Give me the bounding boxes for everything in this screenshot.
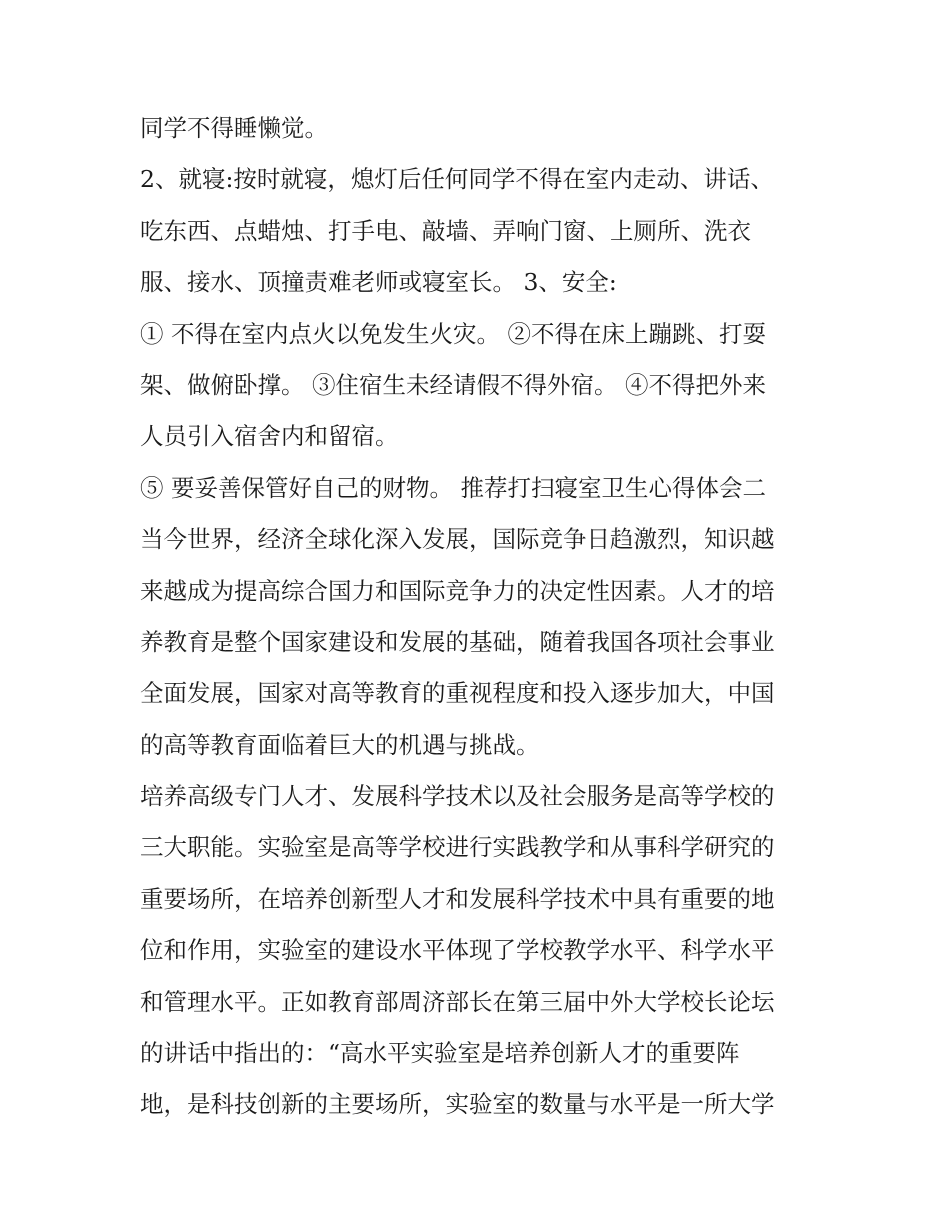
text-line: 和管理水平。正如教育部周济部长在第三届中外大学校长论坛 bbox=[140, 987, 775, 1016]
text-line: 全面发展，国家对高等教育的重视程度和投入逐步加大，中国 bbox=[140, 679, 775, 708]
text-line: 服、接水、顶撞责难老师或寝室长。 3、安全: bbox=[140, 268, 617, 297]
text-line: 培养高级专门人才、发展科学技术以及社会服务是高等学校的 bbox=[140, 782, 775, 811]
text-line: 人员引入宿舍内和留宿。 bbox=[140, 422, 399, 451]
text-line: 养教育是整个国家建设和发展的基础，随着我国各项社会事业 bbox=[140, 627, 775, 656]
text-line: 的讲话中指出的：“高水平实验室是培养创新人才的重要阵 bbox=[140, 1039, 740, 1068]
text-line: 来越成为提高综合国力和国际竞争力的决定性因素。人才的培 bbox=[140, 576, 775, 605]
text-line: 位和作用，实验室的建设水平体现了学校教学水平、科学水平 bbox=[140, 936, 775, 965]
text-line: ① 不得在室内点火以免发生火灾。 ②不得在床上蹦跳、打耍 bbox=[140, 319, 766, 348]
text-line: 重要场所，在培养创新型人才和发展科学技术中具有重要的地 bbox=[140, 884, 775, 913]
text-line: 同学不得睡懒觉。 bbox=[140, 114, 328, 142]
text-line: 的高等教育面临着巨大的机遇与挑战。 bbox=[140, 730, 540, 759]
text-line: 当今世界，经济全球化深入发展，国际竞争日趋激烈，知识越 bbox=[140, 525, 775, 554]
text-line: 架、做俯卧撑。 ③住宿生未经请假不得外宿。 ④不得把外来 bbox=[140, 370, 766, 399]
text-line: 三大职能。实验室是高等学校进行实践教学和从事科学研究的 bbox=[140, 833, 775, 862]
text-line: 吃东西、点蜡烛、打手电、敲墙、弄响门窗、上厕所、洗衣 bbox=[140, 216, 751, 245]
text-line: 2、就寝:按时就寝，熄灯后任何同学不得在室内走动、讲话、 bbox=[140, 165, 774, 194]
text-line: ⑤ 要妥善保管好自己的财物。 推荐打扫寝室卫生心得体会二 bbox=[140, 473, 766, 502]
text-line: 地，是科技创新的主要场所，实验室的数量与水平是一所大学 bbox=[140, 1090, 775, 1119]
body-text bbox=[140, 103, 820, 1131]
